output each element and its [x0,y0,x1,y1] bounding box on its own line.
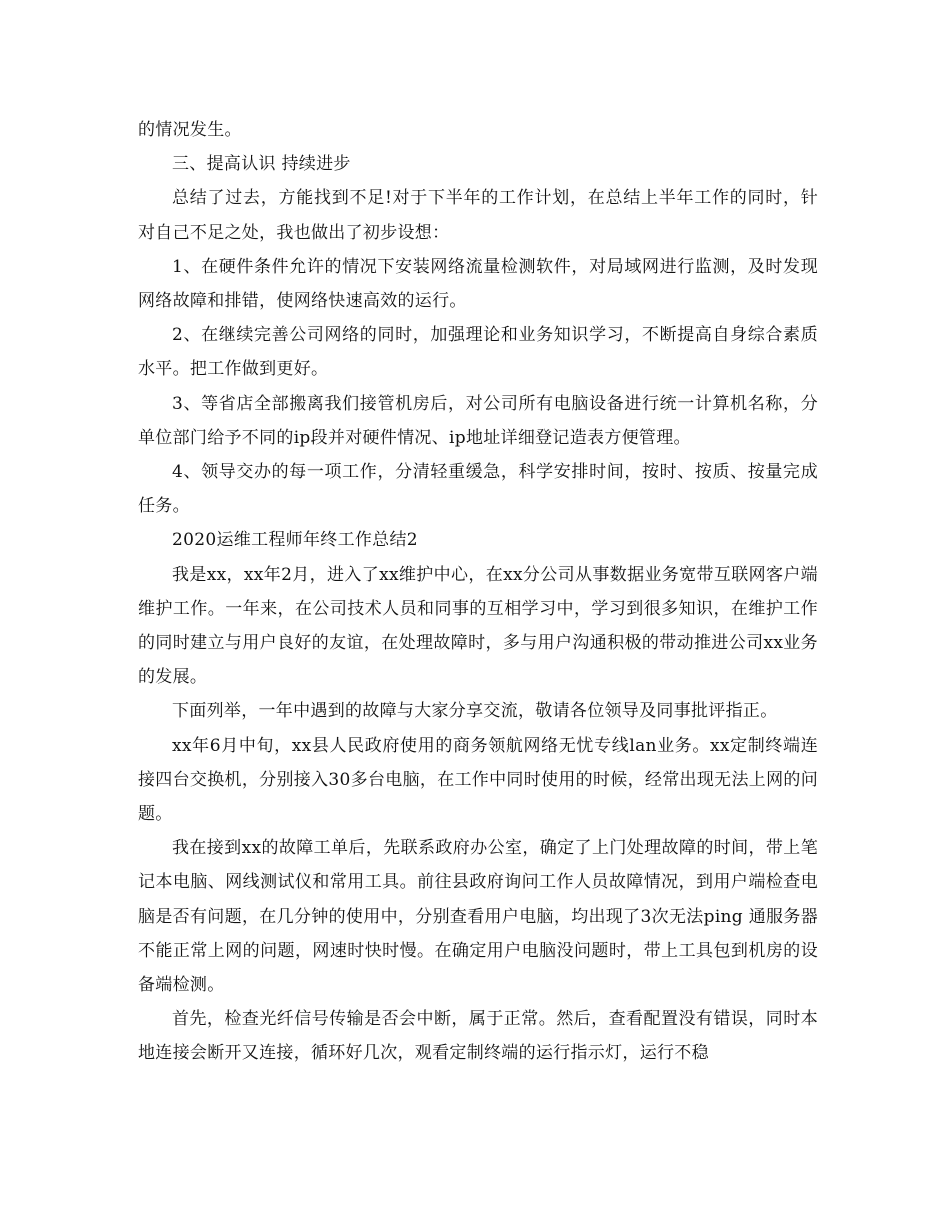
list-item: 4、领导交办的每一项工作，分清轻重缓急，科学安排时间，按时、按质、按量完成任务。 [138,462,818,517]
section-heading: 三、提高认识 持续进步 [172,154,351,175]
document-body [138,113,818,1071]
paragraph: 我是xx，xx年2月，进入了xx维护中心，在xx分公司从事数据业务宽带互联网客户端维护工作。一年来，在公司技术人员和同事的互相学习中，学习到很多知识，在维护工作的同时建立与用户良好的友谊，在处理故障时，多与用户沟通积极的带动推进公司xx业务的发展。 [138,564,818,688]
list-item: 1、在硬件条件允许的情况下安装网络流量检测软件，对局域网进行监测，及时发现网络故障和排错，使网络快速高效的运行。 [138,256,818,312]
section-title: 2020运维工程师年终工作总结2 [172,530,418,551]
paragraph: 我在接到xx的故障工单后，先联系政府办公室，确定了上门处理故障的时间，带上笔记本电脑、网线测试仪和常用工具。前往县政府询问工作人员故障情况，到用户端检查电脑是否有问题，在几分钟的使用中，分别查看用户电脑，均出现了3次无法ping 通服务器不能正常上网的问题，网速时快时慢。在确定用户电脑没问题时，带上工具包到机房的设备端检测。 [138,838,818,996]
list-item: 2、在继续完善公司网络的同时，加强理论和业务知识学习，不断提高自身综合素质水平。把工作做到更好。 [138,325,818,380]
list-item: 3、等省店全部搬离我们接管机房后，对公司所有电脑设备进行统一计算机名称，分单位部门给予不同的ip段并对硬件情况、ip地址详细登记造表方便管理。 [138,393,818,448]
paragraph: 首先，检查光纤信号传输是否会中断，属于正常。然后，查看配置没有错误，同时本地连接会断开又连接，循环好几次，观看定制终端的运行指示灯，运行不稳 [138,1009,818,1064]
paragraph: 下面列举，一年中遇到的故障与大家分享交流，敬请各位领导及同事批评指正。 [172,701,778,722]
paragraph: 总结了过去，方能找到不足!对于下半年的工作计划，在总结上半年工作的同时，针对自己不足之处，我也做出了初步设想： [138,188,818,243]
paragraph: xx年6月中旬，xx县人民政府使用的商务领航网络无忧专线lan业务。xx定制终端连接四台交换机，分别接入30多台电脑，在工作中同时使用的时候，经常出现无法上网的问题。 [138,735,818,825]
paragraph: 的情况发生。 [138,120,242,140]
